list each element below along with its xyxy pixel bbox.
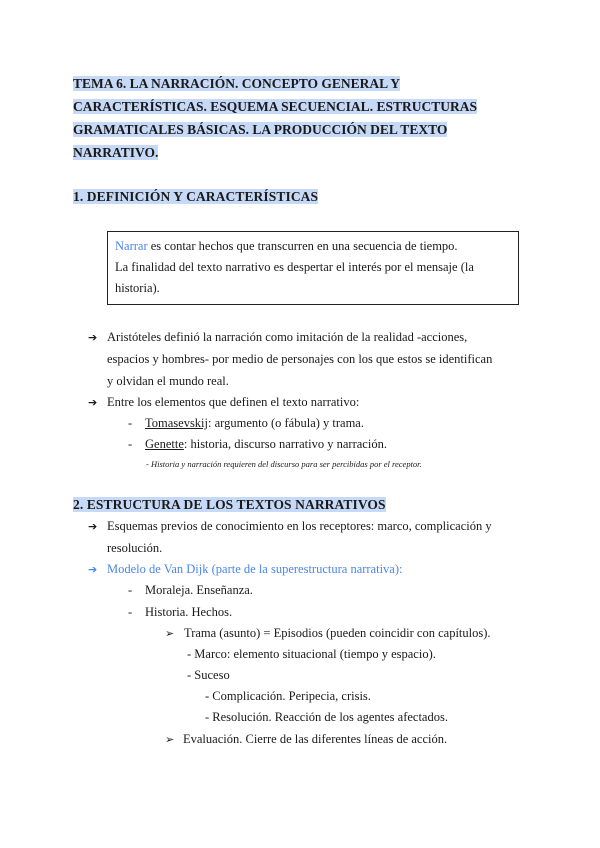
page-title-line-3: GRAMATICALES BÁSICAS. LA PRODUCCIÓN DEL TEXTO	[73, 122, 448, 137]
dash-bullet: -	[128, 583, 133, 597]
page-title-line-2: CARACTERÍSTICAS. ESQUEMA SECUENCIAL. ESTRUCTURAS	[73, 99, 477, 114]
arrow-bullet-icon: ➔	[88, 563, 98, 576]
dash-bullet: -	[128, 437, 133, 451]
suceso-item: - Suceso	[187, 668, 230, 682]
section-1-heading: 1. DEFINICIÓN Y CARACTERÍSTICAS	[73, 189, 319, 204]
arrow-bullet-icon: ➔	[88, 331, 98, 344]
dash-bullet: -	[128, 416, 133, 430]
resolucion-item: - Resolución. Reacción de los agentes afectados.	[205, 710, 448, 724]
definition-line-2: La finalidad del texto narrativo es despertar el interés por el mensaje (la	[115, 260, 474, 274]
definition-box	[107, 231, 519, 305]
aristoteles-line-2: espacios y hombres- por medio de personajes con los que estos se identifican	[107, 352, 493, 366]
historia-item: Historia. Hechos.	[145, 605, 233, 619]
definition-line-3: historia).	[115, 281, 160, 295]
moraleja-item: Moraleja. Enseñanza.	[145, 583, 253, 597]
van-dijk-line: Modelo de Van Dijk (parte de la superestructura narrativa):	[107, 562, 403, 576]
esquemas-line-1: Esquemas previos de conocimiento en los receptores: marco, complicación y	[107, 519, 492, 533]
evaluacion-item: Evaluación. Cierre de las diferentes líneas de acción.	[183, 732, 448, 746]
complicacion-item: - Complicación. Peripecia, crisis.	[205, 689, 371, 703]
genette-item: Genette: historia, discurso narrativo y narración.	[145, 437, 387, 451]
elementos-line: Entre los elementos que definen el texto narrativo:	[107, 395, 360, 409]
aristoteles-line-1: Aristóteles definió la narración como imitación de la realidad -acciones,	[107, 330, 468, 344]
esquemas-line-2: resolución.	[107, 541, 163, 555]
arrow-bullet-icon: ➔	[88, 520, 98, 533]
section-2-heading: 2. ESTRUCTURA DE LOS TEXTOS NARRATIVOS	[73, 497, 386, 512]
aristoteles-line-3: y olvidan el mundo real.	[107, 374, 229, 388]
marco-item: - Marco: elemento situacional (tiempo y espacio).	[187, 647, 436, 661]
triangle-bullet-icon: ➢	[165, 733, 175, 746]
historia-note: - Historia y narración requieren del discurso para ser percibidas por el receptor.	[146, 459, 422, 469]
dash-bullet: -	[128, 605, 133, 619]
page-title-line-1: TEMA 6. LA NARRACIÓN. CONCEPTO GENERAL Y	[73, 76, 401, 91]
narrar-term: Narrar	[115, 239, 148, 253]
definition-line-1: Narrar es contar hechos que transcurren en una secuencia de tiempo.	[115, 239, 458, 253]
triangle-bullet-icon: ➢	[165, 627, 175, 640]
tomasevskij-item: Tomasevskij: argumento (o fábula) y trama.	[145, 416, 364, 430]
arrow-bullet-icon: ➔	[88, 396, 98, 409]
trama-item: Trama (asunto) = Episodios (pueden coincidir con capítulos).	[184, 626, 491, 640]
page-title-line-4: NARRATIVO.	[73, 145, 159, 160]
